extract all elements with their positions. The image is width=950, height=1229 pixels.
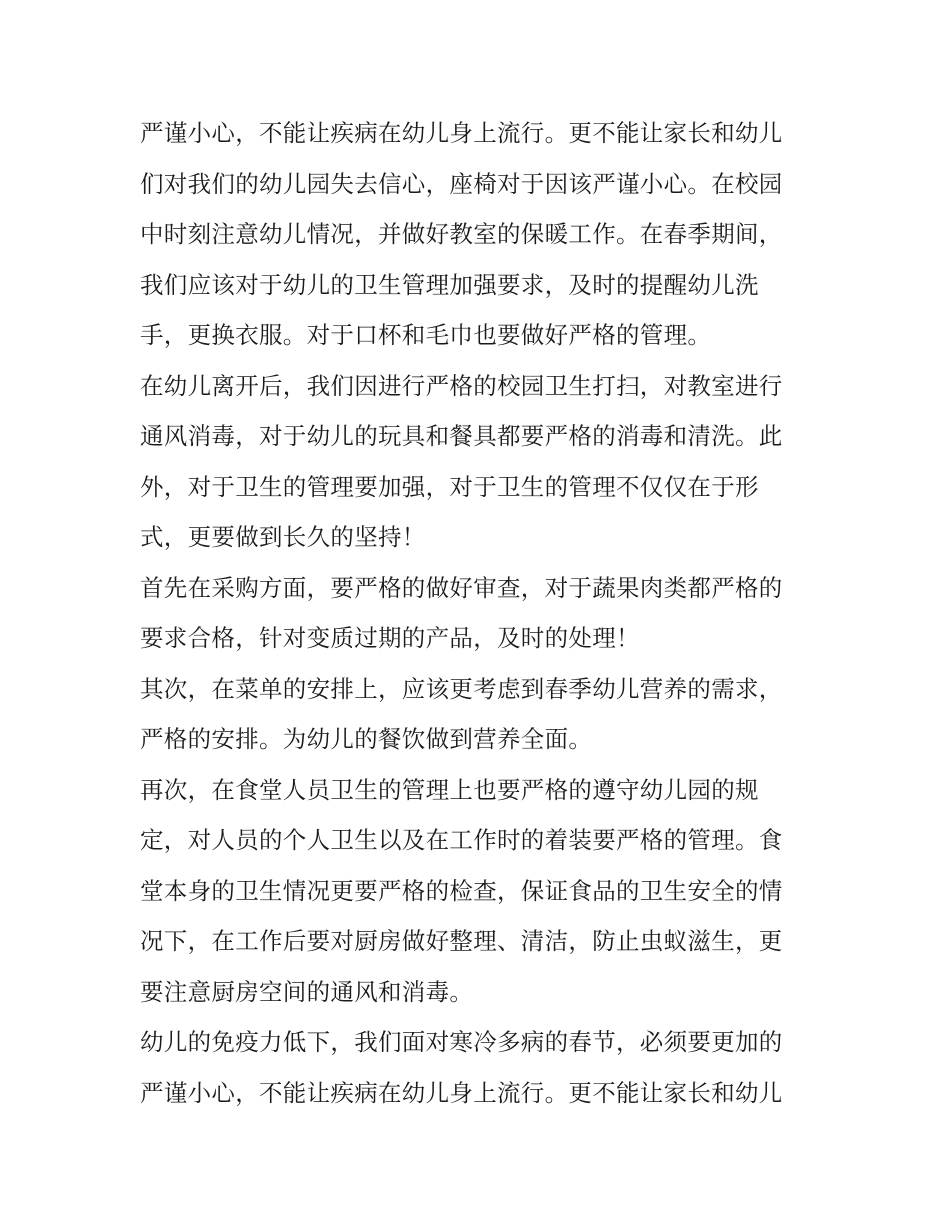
text-line: 况下，在工作后要对厨房做好整理、清洁，防止虫蚁滋生，更 (140, 927, 783, 955)
paragraph (140, 1017, 820, 1118)
paragraph (140, 765, 820, 1018)
text-line: 幼儿的免疫力低下，我们面对寒冷多病的春节，必须要更加的 (140, 1028, 783, 1056)
paragraph (140, 108, 820, 361)
text-line: 手，更换衣服。对于口杯和毛巾也要做好严格的管理。 (140, 321, 712, 349)
text-line: 堂本身的卫生情况更要严格的检查，保证食品的卫生安全的情 (140, 876, 783, 905)
text-line: 在幼儿离开后，我们因进行严格的校园卫生打扫，对教室进行 (140, 371, 783, 400)
text-line: 严格的安排。为幼儿的餐饮做到营养全面。 (140, 725, 593, 753)
text-line: 式，更要做到长久的坚持！ (140, 523, 426, 551)
text-line: 首先在采购方面，要严格的做好审查，对于蔬果肉类都严格的 (140, 573, 783, 602)
text-line: 定，对人员的个人卫生以及在工作时的着装要严格的管理。食 (140, 826, 783, 854)
paragraph (140, 361, 820, 563)
text-line: 严谨小心，不能让疾病在幼儿身上流行。更不能让家长和幼儿 (140, 1078, 783, 1107)
text-line: 要注意厨房空间的通风和消毒。 (140, 977, 474, 1006)
text-line: 其次，在菜单的安排上，应该更考虑到春季幼儿营养的需求， (140, 674, 783, 703)
text-line: 中时刻注意幼儿情况，并做好教室的保暖工作。在春季期间， (140, 220, 783, 248)
document-body (140, 108, 820, 1118)
paragraph (140, 664, 820, 765)
text-line: 们对我们的幼儿园失去信心，座椅对于因该严谨小心。在校园 (140, 169, 783, 198)
text-line: 外，对于卫生的管理要加强，对于卫生的管理不仅仅在于形 (140, 472, 759, 501)
text-line: 通风消毒，对于幼儿的玩具和餐具都要严格的消毒和清洗。此 (140, 422, 783, 450)
text-line: 要求合格，针对变质过期的产品，及时的处理！ (140, 624, 640, 652)
text-line: 严谨小心，不能让疾病在幼儿身上流行。更不能让家长和幼儿 (140, 119, 783, 147)
text-line: 再次，在食堂人员卫生的管理上也要严格的遵守幼儿园的规 (140, 775, 759, 804)
text-line: 我们应该对于幼儿的卫生管理加强要求，及时的提醒幼儿洗 (140, 270, 759, 299)
paragraph (140, 563, 820, 664)
